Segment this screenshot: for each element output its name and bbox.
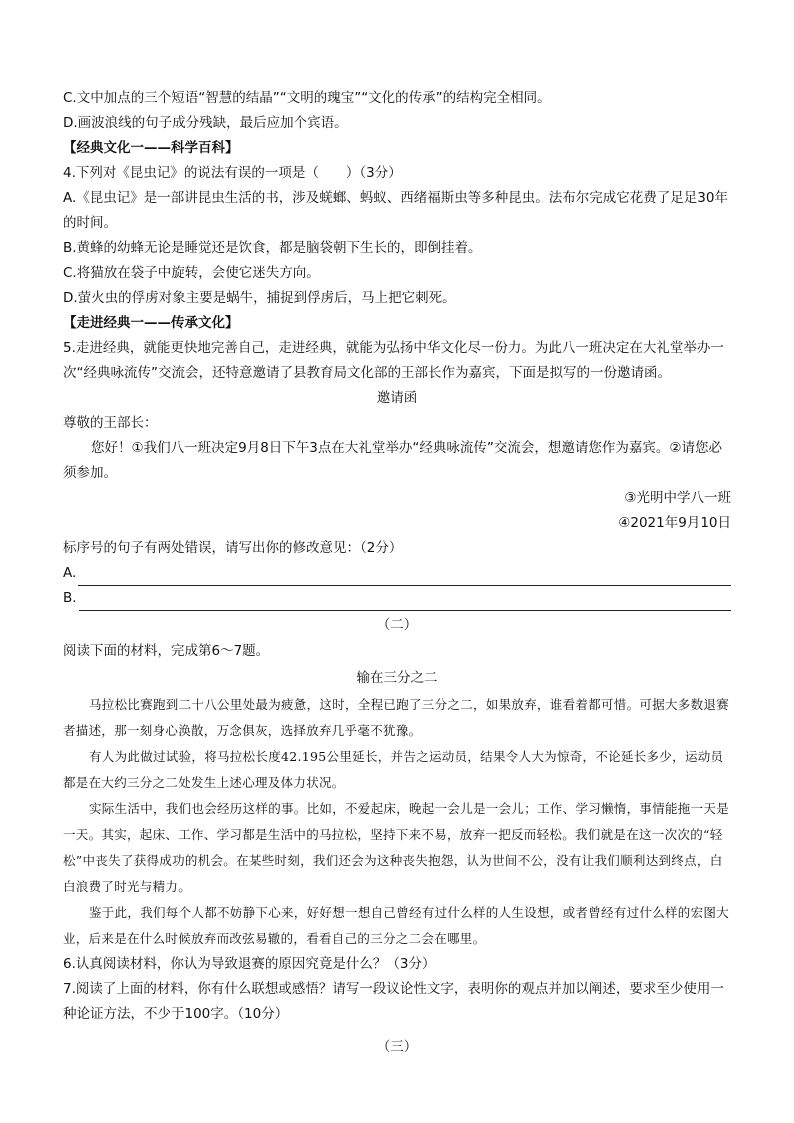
answer-rule-b[interactable] xyxy=(79,593,731,611)
question-5: 5.走进经典，就能更快地完善自己，走进经典，就能为弘扬中华文化尽一份力。为此八一班决定在大礼堂举办一次“经典咏流传”交流会，还特意邀请了县教育局文化部的王部长作为嘉宾，下面是拟写的一份邀请函。 xyxy=(63,340,724,381)
letter-body: 您好！①我们八一班决定9月8日下午3点在大礼堂举办“经典咏流传”交流会，想邀请您作为嘉宾。②请您必须参加。 xyxy=(63,440,722,481)
part-2-intro: 阅读下面的材料，完成第6～7题。 xyxy=(63,643,270,659)
passage-paragraph-2: 有人为此做过试验，将马拉松长度42.195公里延长，并告之运动员，结果令人大为惊奇，不论延长多少，运动员都是在大约三分之二处发生上述心理及体力状况。 xyxy=(63,749,724,790)
option-c: C.文中加点的三个短语“智慧的结晶”“文明的瑰宝”“文化的传承”的结构完全相同。 xyxy=(63,90,551,106)
question-7: 7.阅读了上面的材料，你有什么联想或感悟？请写一段议论性文字，表明你的观点并加以阐述，要求至少使用一种论证方法，不少于100字。（10分） xyxy=(63,981,724,1022)
letter-date: ④2021年9月10日 xyxy=(618,515,731,531)
option-d: D.画波浪线的句子成分残缺，最后应加个宾语。 xyxy=(63,115,348,131)
passage-title: 输在三分之二 xyxy=(356,670,438,686)
passage-paragraph-4: 鉴于此，我们每个人都不妨静下心来，好好想一想自己曾经有过什么样的人生设想，或者曾经有过什么样的宏图大业，后来是在什么时候放弃而改弦易辙的，看看自己的三分之二会在哪里。 xyxy=(63,905,730,946)
letter-title: 邀请函 xyxy=(376,390,418,406)
exam-page xyxy=(63,86,731,1061)
q4-option-b: B.黄蜂的幼蜂无论是睡觉还是饮食，都是脑袋朝下生长的，即倒挂着。 xyxy=(63,240,482,256)
letter-signature: ③光明中学八一班 xyxy=(624,490,731,506)
answer-label-b: B. xyxy=(63,590,77,606)
question-6: 6.认真阅读材料，你认为导致退赛的原因究竟是什么？（3分） xyxy=(63,956,436,972)
section-heading-science: 【经典文化一——科学百科】 xyxy=(63,140,239,156)
question-4: 4.下列对《昆虫记》的说法有误的一项是（ ）（3分） xyxy=(63,165,402,181)
passage-paragraph-1: 马拉松比赛跑到二十八公里处最为疲惫，这时，全程已跑了三分之二，如果放弃，谁看着都可惜。可据大多数退赛者描述，那一刻身心涣散，万念俱灰，选择放弃几乎毫不犹豫。 xyxy=(63,697,730,738)
answer-label-a: A. xyxy=(63,565,77,581)
q4-option-c: C.将猫放在袋子中旋转，会使它迷失方向。 xyxy=(63,265,320,281)
passage-paragraph-3: 实际生活中，我们也会经历这样的事。比如，不爱起床，晚起一会儿是一会儿；工作、学习懒惰，事情能拖一天是一天。其实，起床、工作、学习都是生活中的马拉松，坚持下来不易，放弃一把反而轻松。我们就是在这一次次的“轻松”中丧失了获得成功的机会。在某些时刻，我们还会为这种丧失抱怨，认为世间不公，没有让我们顺利达到终点，白白浪费了时光与精力。 xyxy=(63,801,730,894)
section-heading-inherit: 【走进经典一——传承文化】 xyxy=(63,315,239,331)
answer-rule-a[interactable] xyxy=(78,568,731,586)
q5-instruction: 标序号的句子有两处错误，请写出你的修改意见：（2分） xyxy=(63,540,403,556)
answer-line-a[interactable] xyxy=(63,561,731,586)
part-2-marker: （二） xyxy=(376,617,418,633)
q4-option-a: A.《昆虫记》是一部讲昆虫生活的书，涉及蜣螂、蚂蚁、西绪福斯虫等多种昆虫。法布尔完成它花费了足足30年的时间。 xyxy=(63,190,728,231)
answer-line-b[interactable] xyxy=(63,586,731,611)
letter-salutation: 尊敬的王部长： xyxy=(63,415,158,431)
q4-option-d: D.萤火虫的俘虏对象主要是蜗牛，捕捉到俘虏后，马上把它刺死。 xyxy=(63,290,456,306)
part-3-marker: （三） xyxy=(376,1039,418,1055)
